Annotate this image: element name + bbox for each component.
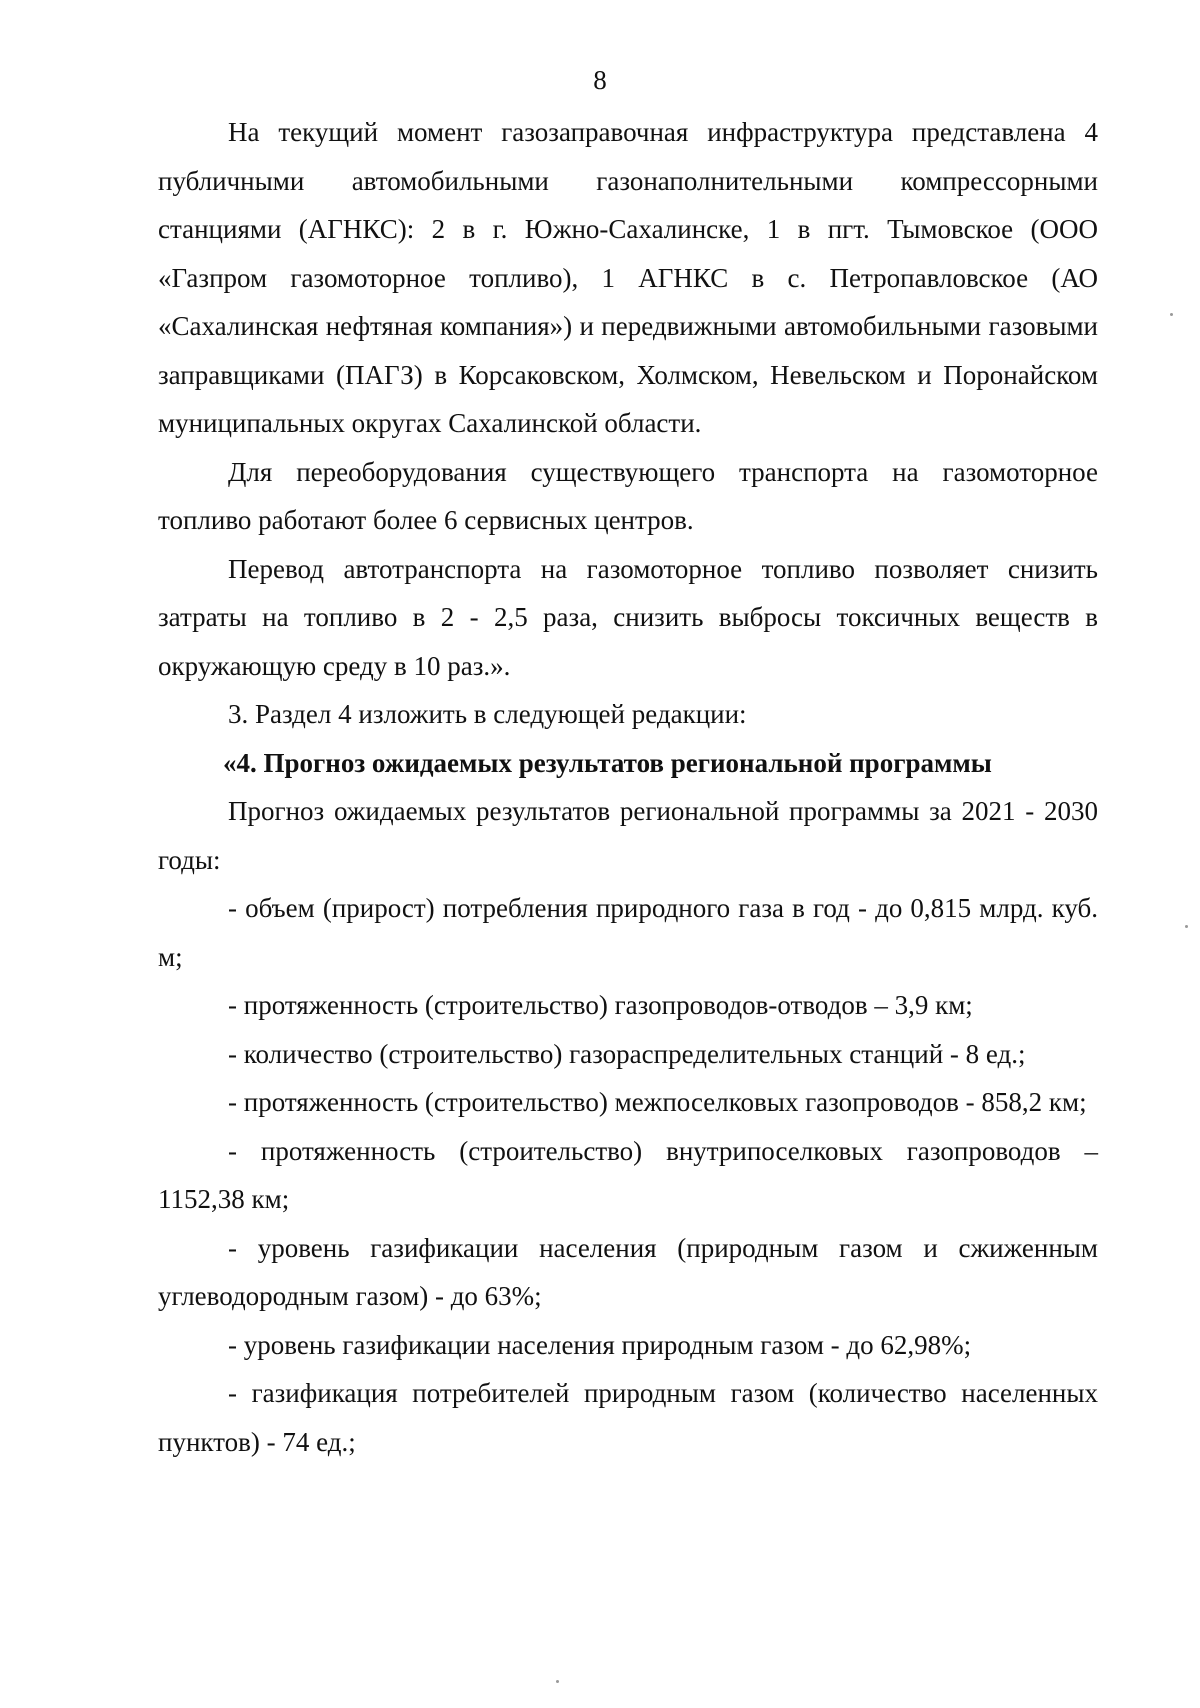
list-item: - газификация потребителей природным газом (количество населенных пунктов) - 74 ед.; bbox=[158, 1378, 1098, 1457]
list-item: - протяженность (строительство) газопроводов-отводов – 3,9 км; bbox=[228, 990, 973, 1020]
paragraph-service-centers: Для переоборудования существующего транспорта на газомоторное топливо работают более 6 сервисных центров. bbox=[158, 456, 1098, 535]
paragraph-infrastructure: На текущий момент газозаправочная инфраструктура представлена 4 публичными автомобильными газонаполнительными компрессорными станциями (АГНКС): 2 в г. Южно-Сахалинске, 1 в пгт. Тымовское (ООО «Газпром газомоторное топливо), 1 АГНКС в с. Петропавловское (АО «Сахалинская нефтяная компания») и передвижными автомобильными газовыми заправщиками (ПАГЗ) в Корсаковском, Холмском, Невельском и Поронайском муниципальных округах Сахалинской области. bbox=[158, 117, 1098, 438]
document-body bbox=[158, 108, 1098, 1466]
paragraph-fuel-savings: Перевод автотранспорта на газомоторное топливо позволяет снизить затраты на топливо в 2 - 2,5 раза, снизить выбросы токсичных веществ в окружающую среду в 10 раз.». bbox=[158, 553, 1098, 681]
list-item: - протяженность (строительство) межпоселковых газопроводов - 858,2 км; bbox=[228, 1087, 1087, 1117]
paragraph-section-amendment: 3. Раздел 4 изложить в следующей редакции: bbox=[228, 699, 747, 729]
list-item: - уровень газификации населения природным газом - до 62,98%; bbox=[228, 1329, 972, 1360]
scan-speck bbox=[1170, 313, 1173, 316]
scan-speck bbox=[556, 1680, 559, 1683]
list-item: - протяженность (строительство) внутрипоселковых газопроводов – 1152,38 км; bbox=[158, 1135, 1098, 1214]
page-number: 8 bbox=[593, 65, 607, 95]
paragraph-forecast-intro: Прогноз ожидаемых результатов региональной программы за 2021 - 2030 годы: bbox=[158, 796, 1098, 875]
section-heading: «4. Прогноз ожидаемых результатов региональной программы bbox=[223, 747, 992, 778]
list-item: - уровень газификации населения (природным газом и сжиженным углеводородным газом) - до 63%; bbox=[158, 1232, 1098, 1311]
scan-speck bbox=[1185, 925, 1188, 928]
list-item: - количество (строительство) газораспределительных станций - 8 ед.; bbox=[228, 1038, 1026, 1069]
list-item: - объем (прирост) потребления природного газа в год - до 0,815 млрд. куб. м; bbox=[158, 893, 1098, 972]
